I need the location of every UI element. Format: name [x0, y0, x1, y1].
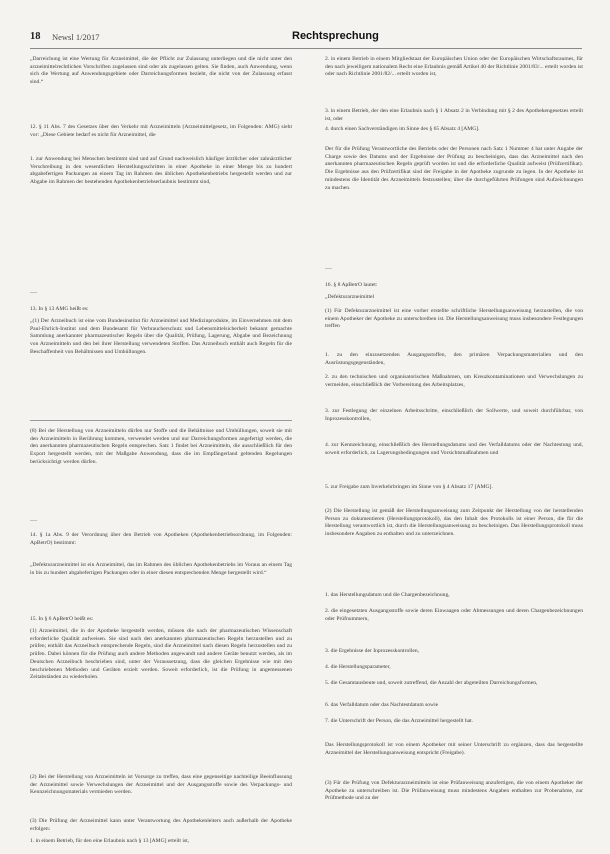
paragraph-r19: 6. das Verfalldatum oder das Nachtestdatum sowie: [325, 702, 439, 708]
paragraph-l10: (1) Arzneimittel, die in der Apotheke hergestellt werden, müssen die nach der pharmazeutischen Wissenschaft erforderliche Qualität aufweisen. Sie sind nach den anerkannten pharmazeutischen Regeln herzustellen und zu prüfen; enthält das Arzneibuch entsprechende Regeln, sind die Arzneimittel nach diesen Regeln herzustellen und zu prüfen. Dabei können für die Prüfung auch andere Methoden angewandt und andere Geräte benutzt werden, als im Deutschen Arzneibuch beschrieben sind, unter der Voraussetzung, dass die gleichen Ergebnisse wie mit den beschriebenen Methoden und Geräten erzielt werden. Soweit erforderlich, ist die Prüfung in angemessenen Zeitabständen zu wiederholen.: [30, 628, 292, 681]
paragraph-r10: 3. zur Festlegung der einzelnen Arbeitsschritte, einschließlich der Sollwerte, und soweit durchführbar, von Inprozesskontrollen,: [325, 408, 583, 422]
paragraph-r16: 3. die Ergebnisse der Inprozesskontrollen,: [325, 648, 420, 654]
dash-separator: —: [30, 516, 37, 524]
paragraph-l4: 13. In § 13 AMG heißt es:: [30, 306, 89, 312]
paragraph-r17: 4. die Herstellungsparameter,: [325, 664, 391, 670]
dash-separator: —: [325, 264, 332, 272]
paragraph-l3: 1. zur Anwendung bei Menschen bestimmt sind und auf Grund nachweislich häufiger ärztlicher oder zahnärztlicher Verschreibung in den wesentlichen Herstellungsschritten in einer Apotheke in einer Menge bis zu hundert abgabefertigen Packungen an einem Tag im Rahmen des üblichen Apothekenbetriebs hergestellt werden und zur Abgabe im Rahmen der bestehenden Apothekenbetriebserlaubnis bestimmt sind,: [30, 156, 292, 186]
paragraph-l6: (8) Bei der Herstellung von Arzneimitteln dürfen nur Stoffe und die Behältnisse und Umhüllungen, soweit sie mit den Arzneimitteln in Berührung kommen, verwendet werden und nur Darreichungsformen angefertigt werden, die den anerkannten pharmazeutischen Regeln entsprechen. Satz 1 findet bei Arzneimitteln, die ausschließlich für den Export hergestellt werden, mit der Maßgabe Anwendung, dass die im Empfängerland geltenden Regelungen berücksichtigt werden dürfen.: [30, 428, 292, 465]
paragraph-r7: (1) Für Defekturarzneimittel ist eine vorher erstellte schriftliche Herstellungsanweisung herzustellen, die von einem Apotheker der Apotheke zu unterschreiben ist. Die Herstellungsanweisung muss insbesondere Festlegungen treffen: [325, 308, 583, 330]
issue-label: Newsl 1/2017: [52, 32, 100, 42]
paragraph-r12: 5. zur Freigabe zum Inverkehrbringen im Sinne von § 4 Absatz 17 [AMG].: [325, 484, 493, 490]
paragraph-r4: Der für die Prüfung Verantwortliche des Betriebs oder der Personen nach Satz 1 Nummer 4 hat unter Angabe der Charge sowie des Datums und der Ergebnisse der Prüfung zu bescheinigen, dass das Arzneimittel nach den anerkannten pharmazeutischen Regeln geprüft worden ist und die erforderliche Qualität aufweist (Prüfzertifikat). Die Ergebnisse aus den Prüfzertifikat sind der Freigabe in der Apotheke zugrunde zu legen. In der Apotheke ist mindestens die Identität des Arzneimittels festzustellen; über die durchgeführten Prüfungen sind Aufzeichnungen zu machen.: [325, 146, 583, 191]
paragraph-r2: 3. in einem Betrieb, der den eine Erlaubnis nach § 1 Absatz 2 in Verbindung mit § 2 des Apothekengesetzes erteilt ist, oder: [325, 108, 583, 122]
paragraph-r20: 7. die Unterschrift der Person, die das Arzneimittel hergestellt hat.: [325, 718, 474, 724]
paragraph-l9: 15. In § 6 ApBetrO heißt es:: [30, 616, 94, 622]
paragraph-l11: (2) Bei der Herstellung von Arzneimitteln ist Vorsorge zu treffen, dass eine gegenseitige nachteilige Beeinflussung der Arzneimittel sowie Verwechslungen der Arzneimittel und der Ausgangsstoffe sowie des Verpackungs- und Kennzeichnungsmaterials vermieden werden.: [30, 774, 292, 796]
paragraph-r22: (3) Für die Prüfung von Defekturarzneimitteln ist eine Prüfanweisung anzufertigen, die von einem Apotheker der Apotheke zu unterschreiben ist. Die Prüfanweisung muss mindestens Angaben enthalten zur Probenahme, zur Prüfmethode und zu der: [325, 780, 583, 802]
section-title: Rechtsprechung: [292, 30, 379, 42]
paragraph-r9: 2. zu den technischen und organisatorischen Maßnahmen, um Kreuzkontaminationen und Verwechslungen zu vermeiden, einschließlich der Vorbereitung des Arbeitsplatzes,: [325, 374, 583, 388]
paragraph-r3: 4. durch einen Sachverständigen im Sinne des § 65 Absatz 4 [AMG].: [325, 126, 480, 132]
paragraph-r5: 16. § 8 ApBetrO lautet:: [325, 282, 378, 288]
paragraph-r13: (2) Die Herstellung ist gemäß der Herstellungsanweisung zum Zeitpunkt der Herstellung von der herstellenden Person zu dokumentieren (Herstellungsprotokoll), das den Inhalt des Protokolls ist einer Person, die für die Herstellung verantwortlich ist, durch die Herstellungsanweisung zu bescheinigen. Das Herstellungsprotokoll muss insbesondere Angaben zu enthalten und zu unterzeichnen.: [325, 508, 583, 538]
paragraph-r11: 4. zur Kennzeichnung, einschließlich des Herstellungsdatums und des Verfalldatums oder der Nachtestung und, soweit erforderlich, zu Lagerungsbedingungen und Vorsichtsmaßnahmen und: [325, 442, 583, 456]
paragraph-l13: 1. in einem Betrieb, für den eine Erlaubnis nach § 13 [AMG] erteilt ist,: [30, 838, 190, 844]
paragraph-l2: 12. § 11 Abs. 7 des Gesetzes über den Verkehr mit Arzneimitteln (Arzneimittelgesetz, im Folgenden: AMG) sieht vor: „Diese Gebiete bedarf es nicht für Arzneimittel, die: [30, 124, 292, 138]
paragraph-l7: 14. § 1a Abs. 9 der Verordnung über den Betrieb von Apotheken (Apothekenbetriebsordnung, im Folgenden: ApBetrO) bestimmt:: [30, 532, 292, 546]
paragraph-r14: 1. das Herstellungsdatum und die Chargenbezeichnung,: [325, 592, 450, 598]
paragraph-r6: „Defekturarzneimittel: [325, 294, 375, 300]
paragraph-r18: 5. die Gesamtausbeute und, soweit zutreffend, die Anzahl der abgeteilten Darreichungsformen,: [325, 680, 538, 686]
horizontal-rule: [30, 420, 292, 421]
page-number: 18: [30, 31, 41, 42]
paragraph-l5: „(1) Der Arzneibuch ist eine vom Bundesinstitut für Arzneimittel und Medizinprodukte, im Einvernehmen mit dem Paul-Ehrlich-Institut und dem Bundesamt für Verbraucherschutz und Lebensmittelsicherheit bekannt gemachte Sammlung anerkannter pharmazeutischer Regeln über die Qualität, Prüfung, Lagerung, Abgabe und Bezeichnung von Arzneimitteln und den bei ihrer Herstellung verwendeten Stoffen. Das Arzneibuch enthält auch Regeln für die Beschaffenheit von Behältnissen und Umhüllungen.: [30, 318, 292, 355]
paragraph-r21: Das Herstellungsprotokoll ist von einem Apotheker mit seiner Unterschrift zu ergänzen, dass das hergestellte Arzneimittel der Herstellungsanweisung entspricht (Freigabe).: [325, 742, 583, 756]
paragraph-l1: „Darreichung ist eine Wertung für Arzneimittel, die der Pflicht zur Zulassung unterliegen und die nicht unter den arzneimittelrechtlichen Vorschriften zugelassen sind oder als zugelassen gelten. Sie finden, auch Anwendung, wenn sich die Wertung auf Anwendungsgebiete oder Darreichungsformen bezieht, die nicht von der Zulassung erfasst sind.“: [30, 56, 292, 86]
page-header: [30, 30, 582, 49]
dash-separator: —: [30, 288, 37, 296]
paragraph-r8: 1. zu den einzusetzenden Ausgangsstoffen, den primären Verpackungsmaterialien und den Ausrüstungsgegenständen,: [325, 352, 583, 366]
paragraph-r1: 2. in einem Betrieb in einem Mitgliedstaat der Europäischen Union oder der Europäischen Wirtschaftsraumes, für den nach jeweiligem nationalem Recht eine Erlaubnis gemäß Artikel 40 der Richtlinie 2001/83/... erteilt worden ist oder nach Richtlinie 2001/82/... erteilt worden ist,: [325, 56, 583, 78]
paragraph-l12: (3) Die Prüfung der Arzneimittel kann unter Verantwortung des Apothekenleiters auch außerhalb der Apotheke erfolgen:: [30, 818, 292, 832]
paragraph-l8: „Defekturarzneimittel ist ein Arzneimittel, das im Rahmen des üblichen Apothekenbetriebs im Voraus an einem Tag in bis zu hundert abgabefertigen Packungen oder in einer diesen entsprechenden Menge hergestellt wird.“: [30, 562, 292, 576]
paragraph-r15: 2. die eingesetzten Ausgangsstoffe sowie deren Einwaagen oder Abmessungen und deren Chargenbezeichnungen oder Prüfnummern,: [325, 608, 583, 622]
